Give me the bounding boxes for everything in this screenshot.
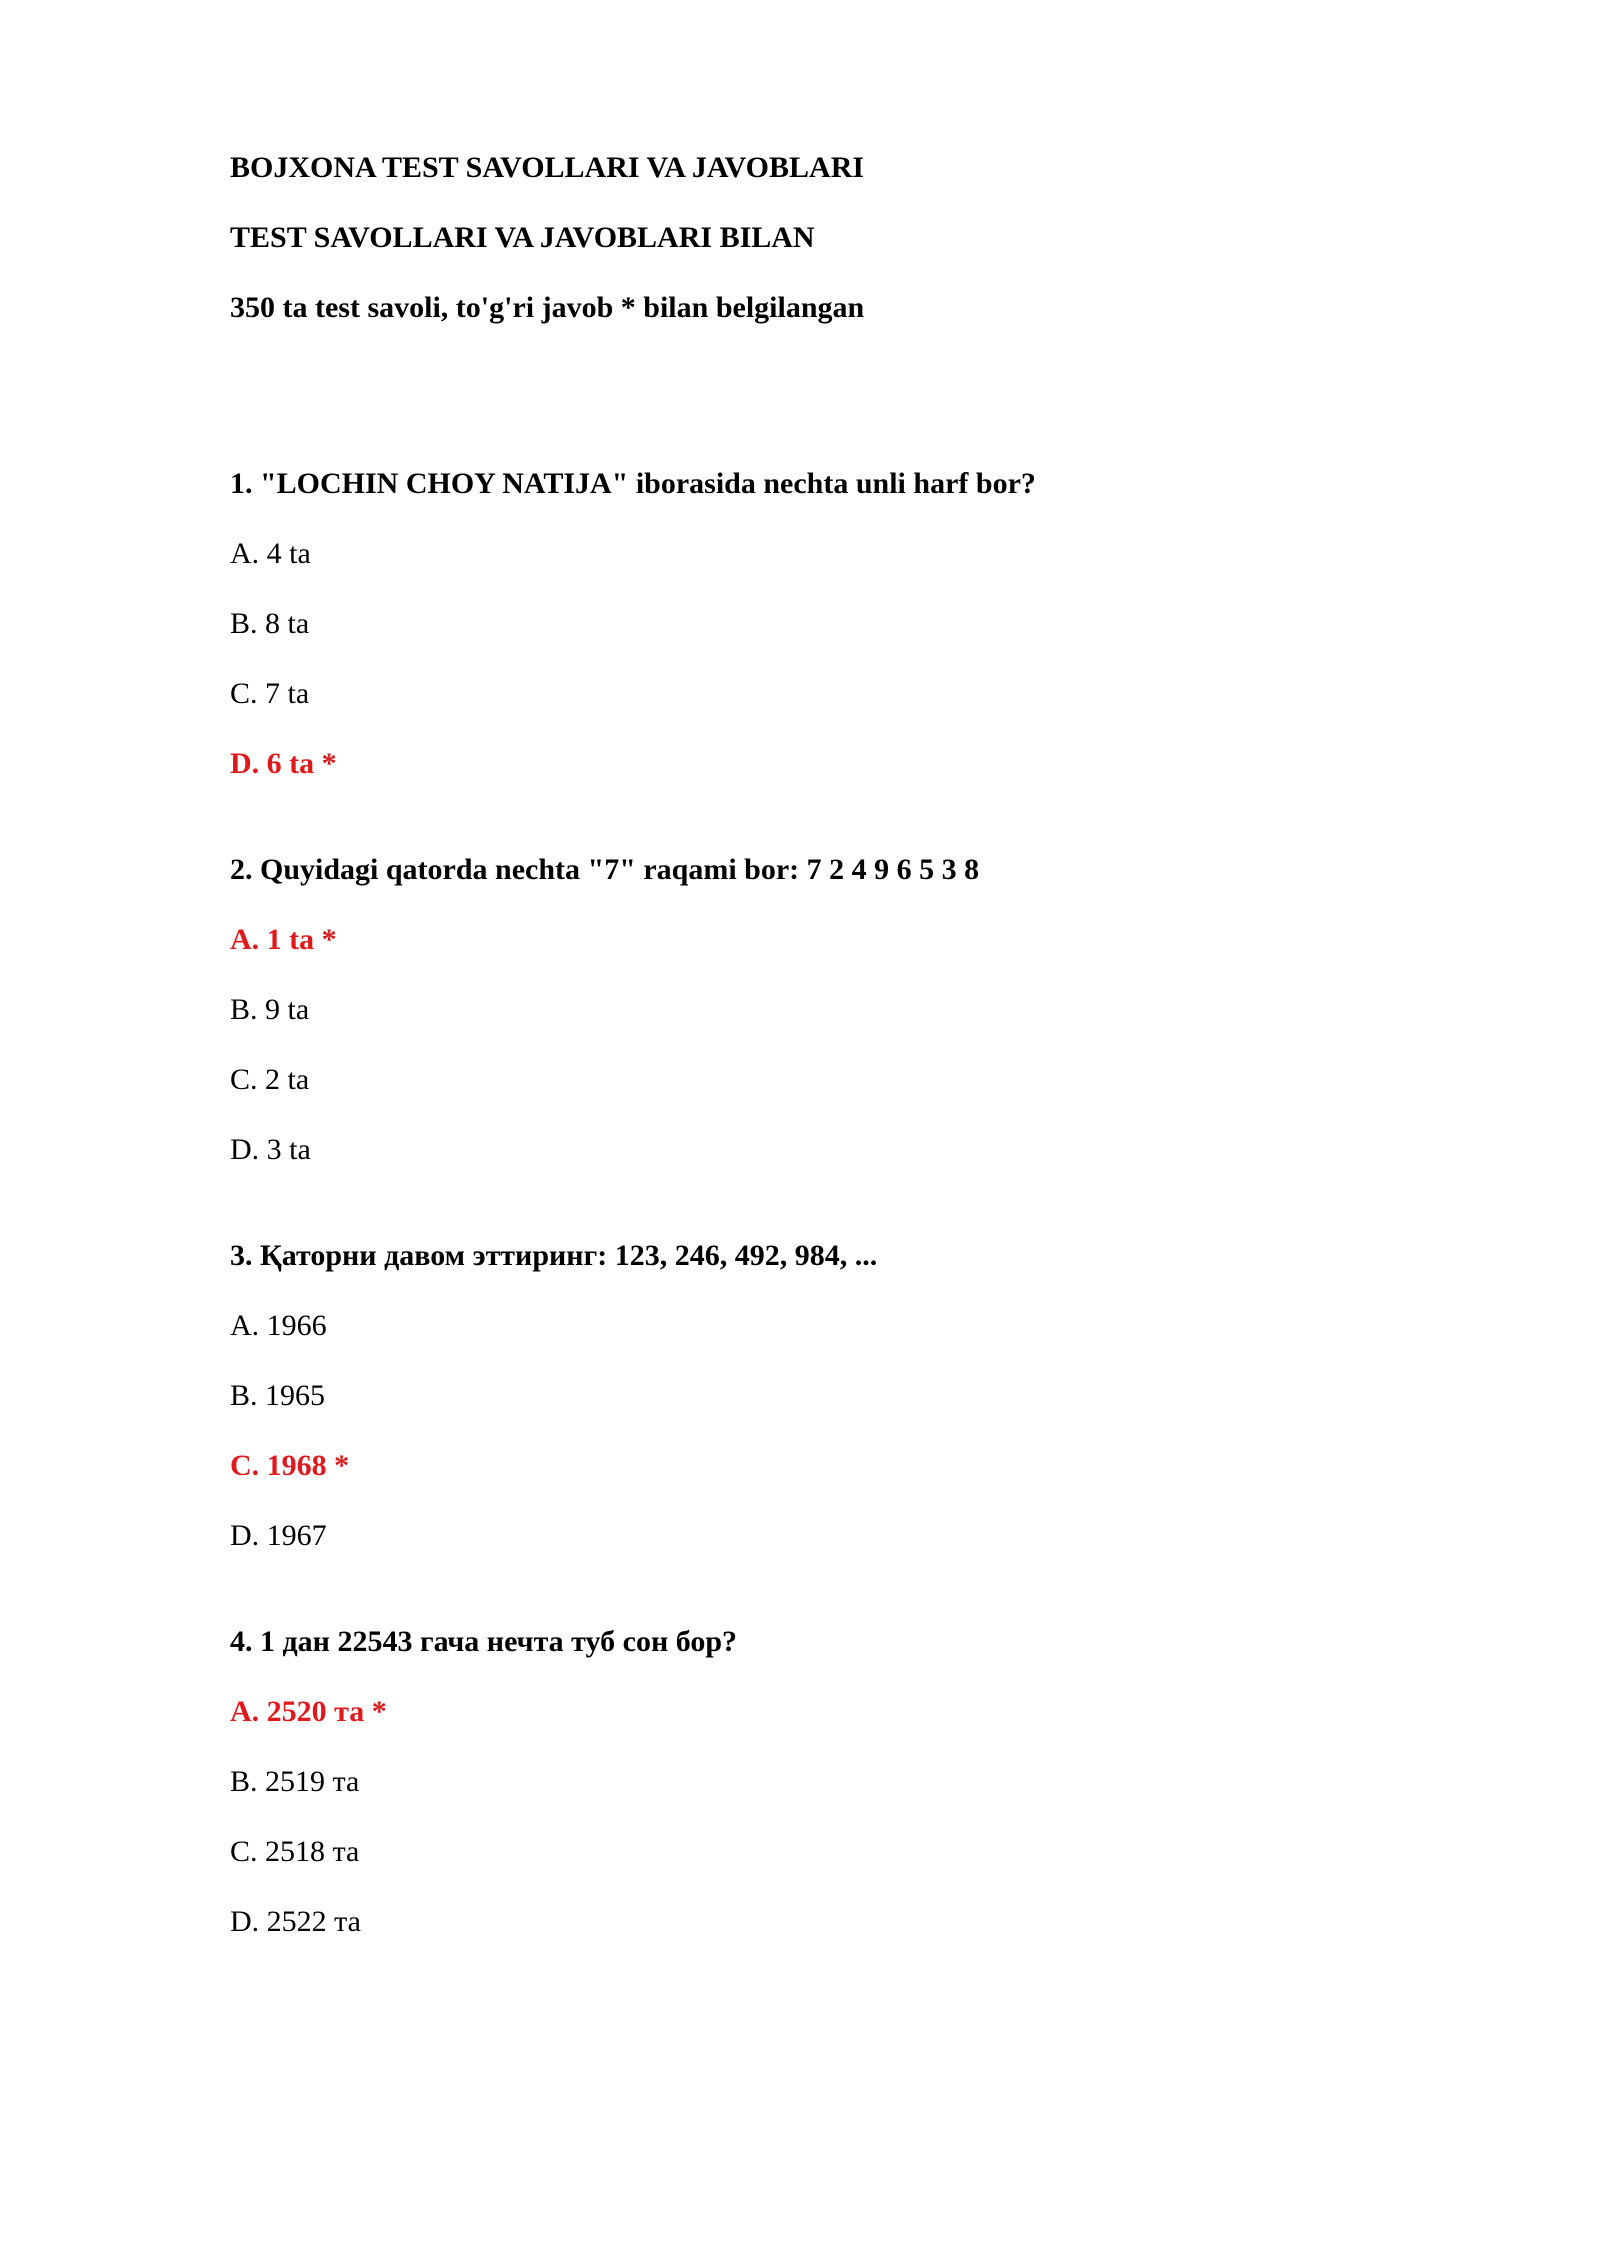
question-text: 4. 1 дан 22543 гача нечта туб сон бор? — [230, 1625, 738, 1658]
question-block-3 — [230, 1238, 1430, 1554]
option-c: C. 7 ta — [230, 677, 310, 710]
option-d: D. 2522 та — [230, 1905, 361, 1938]
option-b: B. 2519 та — [230, 1765, 360, 1798]
document-subtitle: TEST SAVOLLARI VA JAVOBLARI BILAN — [230, 221, 815, 254]
option-b: B. 1965 — [230, 1379, 326, 1412]
spacer — [230, 1168, 1430, 1238]
option-d: D. 1967 — [230, 1519, 327, 1552]
spacer — [230, 1554, 1430, 1624]
option-a: A. 1 ta * — [230, 923, 337, 956]
option-a: A. 2520 та * — [230, 1695, 387, 1728]
option-c: C. 2518 та — [230, 1835, 360, 1868]
question-text: 2. Quyidagi qatorda nechta "7" raqami bor: 7 2 4 9 6 5 3 8 — [230, 853, 980, 886]
option-c: C. 1968 * — [230, 1449, 350, 1482]
document-note: 350 ta test savoli, to'g'ri javob * bilan belgilangan — [230, 291, 865, 324]
option-c: C. 2 ta — [230, 1063, 310, 1096]
spacer — [230, 782, 1430, 852]
option-d: D. 3 ta — [230, 1133, 311, 1166]
document-page — [230, 150, 1430, 1940]
question-block-1 — [230, 466, 1430, 782]
document-title: BOJXONA TEST SAVOLLARI VA JAVOBLARI — [230, 151, 865, 184]
question-text: 3. Қаторни давом эттиринг: 123, 246, 492, 984, ... — [230, 1239, 878, 1272]
option-d: D. 6 ta * — [230, 747, 337, 780]
question-text: 1. "LOCHIN CHOY NATIJA" iborasida nechta unli harf bor? — [230, 467, 1036, 500]
question-block-2 — [230, 852, 1430, 1168]
option-b: B. 8 ta — [230, 607, 310, 640]
question-block-4 — [230, 1624, 1430, 1940]
option-a: A. 1966 — [230, 1309, 327, 1342]
option-b: B. 9 ta — [230, 993, 310, 1026]
option-a: A. 4 ta — [230, 537, 311, 570]
spacer — [230, 326, 1430, 466]
